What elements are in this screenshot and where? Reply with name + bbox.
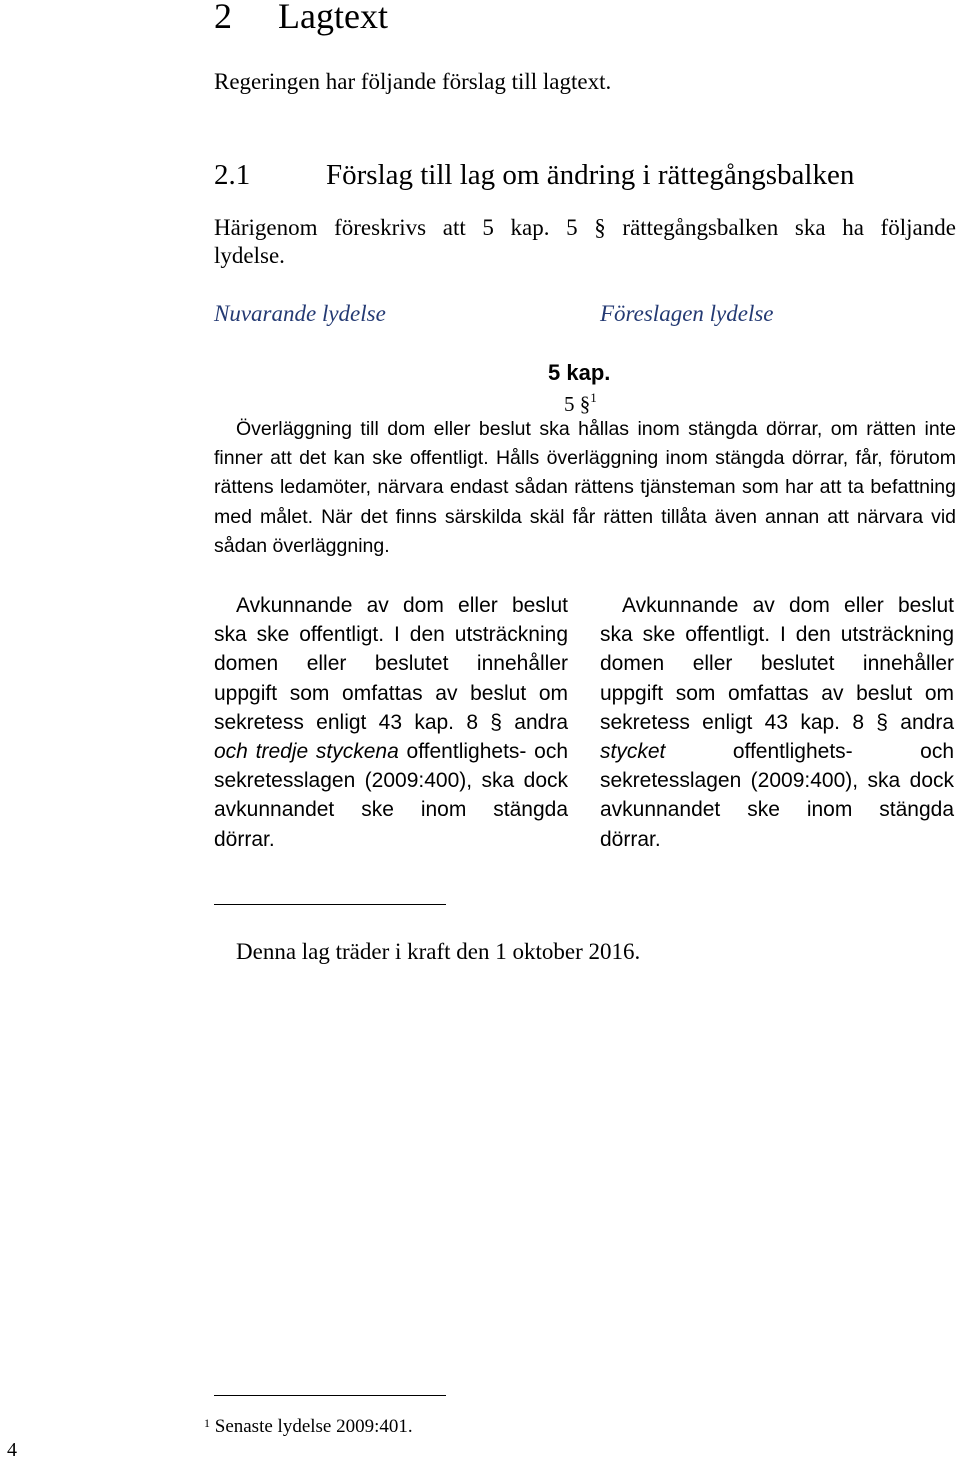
section-paragraph-heading (564, 392, 597, 416)
section-title: Lagtext (278, 0, 388, 36)
enacting-line-1 (214, 214, 956, 242)
subsection-title: Förslag till lag om ändring i rättegångsbalken (326, 159, 855, 191)
enacting-word: föreskrivs (334, 215, 427, 240)
proposed-text-before: Avkunnande av dom eller beslut ska ske offentligt. I den utsträckning domen eller beslutet innehåller uppgift som omfattas av beslut om sekretess enligt 43 kap. 8 § andra (600, 594, 954, 734)
proposed-changed-text: stycket (600, 740, 666, 764)
current-text-column (214, 591, 568, 854)
proposed-version-label: Föreslagen lydelse (600, 301, 774, 326)
intro-text: Regeringen har följande förslag till lagtext. (214, 69, 612, 94)
subsection-number: 2.1 (214, 159, 251, 191)
footnote-marker: 1 (204, 1416, 210, 1430)
enacting-word: 5 (566, 215, 578, 240)
section-number: 2 (214, 0, 232, 36)
chapter-heading: 5 kap. (548, 360, 611, 385)
proposed-text-after: offentlighets- och sekretesslagen (2009:400), ska dock avkunnandet ske inom stängda dörrar. (600, 740, 954, 851)
footnote-reference: 1 (590, 390, 597, 405)
enacting-word: följande (880, 215, 956, 240)
effective-date-text: Denna lag träder i kraft den 1 oktober 2016. (236, 939, 641, 964)
current-changed-text: och tredje styckena (214, 740, 399, 764)
footnote-separator (214, 1395, 446, 1396)
section-heading (214, 0, 388, 38)
enacting-word: rättegångsbalken (622, 215, 779, 240)
enacting-clause (214, 214, 956, 270)
page-number: 4 (7, 1439, 17, 1461)
enacting-word: § (594, 215, 606, 240)
current-text-after: offentlighets- och sekretesslagen (2009:400), ska dock avkunnandet ske inom stängda dörrar. (214, 740, 569, 851)
end-rule (214, 904, 446, 905)
proposed-text-column (600, 591, 954, 854)
footnote-text: Senaste lydelse 2009:401. (214, 1416, 413, 1437)
enacting-word: 5 (482, 215, 494, 240)
shared-paragraph: Överläggning till dom eller beslut ska hållas inom stängda dörrar, om rätten inte finner att det kan ske offentligt. Hålls överläggning inom stängda dörrar, får, förutom rättens ledamöter, närvara endast sådan rättens tjänsteman som har att ta befattning med målet. När det finns särskilda skäl får rätten tillåta även annan att närvara vid sådan överläggning. (214, 418, 956, 557)
subsection-heading (214, 158, 854, 192)
enacting-word: ska (794, 215, 826, 240)
enacting-word: Härigenom (214, 215, 318, 240)
enacting-word: ha (842, 215, 864, 240)
enacting-line-2: lydelse. (214, 243, 285, 268)
current-version-label: Nuvarande lydelse (214, 301, 386, 326)
section-label: 5 § (564, 392, 591, 416)
enacting-word: att (442, 215, 466, 240)
footnote (204, 1416, 413, 1438)
shared-text (214, 415, 956, 561)
current-text-before: Avkunnande av dom eller beslut ska ske offentligt. I den utsträckning domen eller beslutet innehåller uppgift som omfattas av beslut om sekretess enligt 43 kap. 8 § andra (214, 594, 568, 734)
enacting-word: kap. (510, 215, 550, 240)
